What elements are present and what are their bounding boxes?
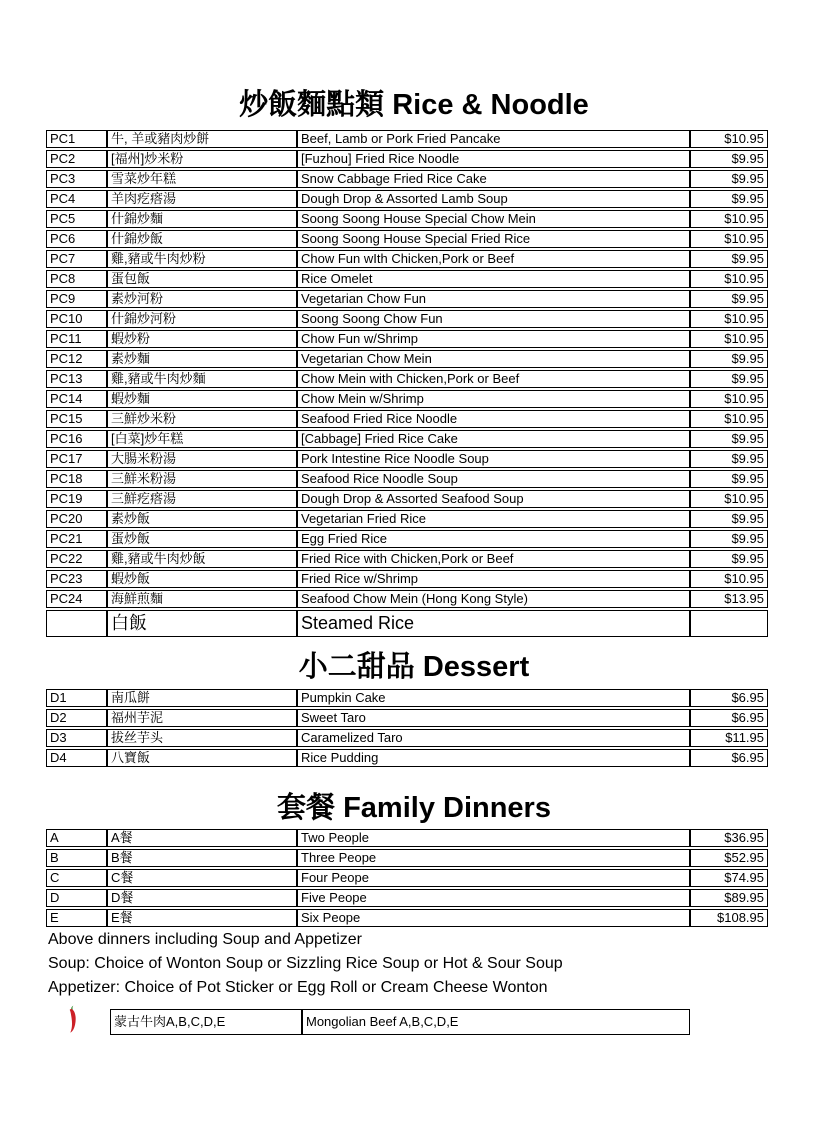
item-name-english: Dough Drop & Assorted Lamb Soup xyxy=(297,190,690,208)
item-code: PC22 xyxy=(46,550,107,568)
item-code: PC4 xyxy=(46,190,107,208)
item-price: $9.95 xyxy=(690,470,768,488)
item-price: $9.95 xyxy=(690,170,768,188)
item-price: $52.95 xyxy=(690,849,768,867)
item-name-english: Pumpkin Cake xyxy=(297,689,690,707)
menu-row xyxy=(46,510,768,528)
item-name-english: Dough Drop & Assorted Seafood Soup xyxy=(297,490,690,508)
item-code: PC14 xyxy=(46,390,107,408)
item-name-chinese: 雞,豬或牛肉炒飯 xyxy=(107,550,297,568)
item-price: $11.95 xyxy=(690,729,768,747)
menu-row xyxy=(46,210,768,228)
menu-row xyxy=(46,610,768,637)
item-code: E xyxy=(46,909,107,927)
item-name-chinese: 羊肉疙瘩湯 xyxy=(107,190,297,208)
item-name-english: Seafood Rice Noodle Soup xyxy=(297,470,690,488)
item-name-english: Caramelized Taro xyxy=(297,729,690,747)
item-price: $9.95 xyxy=(690,510,768,528)
item-code: PC6 xyxy=(46,230,107,248)
item-code: D4 xyxy=(46,749,107,767)
menu-row xyxy=(46,250,768,268)
item-name-english: Egg Fried Rice xyxy=(297,530,690,548)
item-code: PC5 xyxy=(46,210,107,228)
item-price: $10.95 xyxy=(690,410,768,428)
item-name-chinese: 拔丝芋头 xyxy=(107,729,297,747)
item-price: $10.95 xyxy=(690,570,768,588)
item-name-english: [Fuzhou] Fried Rice Noodle xyxy=(297,150,690,168)
item-name-chinese: 什錦炒河粉 xyxy=(107,310,297,328)
item-name-english: Seafood Fried Rice Noodle xyxy=(297,410,690,428)
item-code: D2 xyxy=(46,709,107,727)
menu-row xyxy=(46,330,768,348)
menu-row xyxy=(46,530,768,548)
item-name-chinese: 三鮮疙瘩湯 xyxy=(107,490,297,508)
menu-row xyxy=(46,909,768,927)
item-price: $10.95 xyxy=(690,390,768,408)
item-code: D3 xyxy=(46,729,107,747)
item-price: $10.95 xyxy=(690,270,768,288)
item-price: $9.95 xyxy=(690,530,768,548)
item-name-chinese: 蝦炒粉 xyxy=(107,330,297,348)
item-code: PC11 xyxy=(46,330,107,348)
menu-row xyxy=(46,889,768,907)
item-name-english: Chow Fun w/Shrimp xyxy=(297,330,690,348)
item-code: PC24 xyxy=(46,590,107,608)
note-line: Appetizer: Choice of Pot Sticker or Egg Roll or Cream Cheese Wonton xyxy=(48,979,548,996)
item-name-english: Rice Omelet xyxy=(297,270,690,288)
item-name-english: Chow Mein w/Shrimp xyxy=(297,390,690,408)
item-price: $10.95 xyxy=(690,230,768,248)
item-price: $9.95 xyxy=(690,250,768,268)
menu-row xyxy=(46,570,768,588)
item-price: $10.95 xyxy=(690,130,768,148)
item-name-chinese: 海鮮煎麵 xyxy=(107,590,297,608)
item-name-english: Vegetarian Chow Mein xyxy=(297,350,690,368)
item-code: PC10 xyxy=(46,310,107,328)
menu-row xyxy=(46,150,768,168)
item-name-english: Four Peope xyxy=(297,869,690,887)
item-name-chinese: 素炒麵 xyxy=(107,350,297,368)
item-name-chinese: E餐 xyxy=(107,909,297,927)
item-name-english: Soong Soong House Special Fried Rice xyxy=(297,230,690,248)
item-price: $10.95 xyxy=(690,310,768,328)
item-code: PC15 xyxy=(46,410,107,428)
item-name-chinese: 雞,豬或牛肉炒麵 xyxy=(107,370,297,388)
item-name-english: Pork Intestine Rice Noodle Soup xyxy=(297,450,690,468)
item-code: PC18 xyxy=(46,470,107,488)
item-code: PC3 xyxy=(46,170,107,188)
item-name-chinese: 大腸米粉湯 xyxy=(107,450,297,468)
item-code: D1 xyxy=(46,689,107,707)
item-name-chinese: A餐 xyxy=(107,829,297,847)
menu-row xyxy=(46,370,768,388)
spicy-special-row xyxy=(46,1005,690,1038)
item-price: $10.95 xyxy=(690,210,768,228)
menu-row xyxy=(46,490,768,508)
menu-row xyxy=(46,470,768,488)
item-name-english: Three Peope xyxy=(297,849,690,867)
menu-row xyxy=(46,390,768,408)
item-name-english: Two People xyxy=(297,829,690,847)
item-name-chinese: D餐 xyxy=(107,889,297,907)
item-code: PC8 xyxy=(46,270,107,288)
menu-row xyxy=(46,290,768,308)
item-name-chinese: 八寶飯 xyxy=(107,749,297,767)
item-name-chinese: 雞,豬或牛肉炒粉 xyxy=(107,250,297,268)
item-price: $9.95 xyxy=(690,450,768,468)
item-code: PC9 xyxy=(46,290,107,308)
menu-row xyxy=(46,849,768,867)
dessert-table xyxy=(46,689,768,769)
item-price: $6.95 xyxy=(690,709,768,727)
item-name-chinese: 福州芋泥 xyxy=(107,709,297,727)
family-dinners-table xyxy=(46,829,768,929)
menu-row xyxy=(46,829,768,847)
item-code xyxy=(46,610,107,637)
item-code: PC2 xyxy=(46,150,107,168)
item-code: B xyxy=(46,849,107,867)
item-name-english: Six Peope xyxy=(297,909,690,927)
item-name-chinese: [福州]炒米粉 xyxy=(107,150,297,168)
item-name-chinese: 蝦炒飯 xyxy=(107,570,297,588)
item-name-english: Steamed Rice xyxy=(297,610,690,637)
item-price: $9.95 xyxy=(690,550,768,568)
item-code: PC19 xyxy=(46,490,107,508)
item-name-chinese: B餐 xyxy=(107,849,297,867)
item-name-english: Vegetarian Chow Fun xyxy=(297,290,690,308)
menu-row xyxy=(46,689,768,707)
item-code: PC17 xyxy=(46,450,107,468)
item-code: PC12 xyxy=(46,350,107,368)
item-name-chinese: 蒙古牛肉A,B,C,D,E xyxy=(110,1009,302,1035)
item-price: $108.95 xyxy=(690,909,768,927)
menu-row xyxy=(46,170,768,188)
item-price: $9.95 xyxy=(690,430,768,448)
item-code: C xyxy=(46,869,107,887)
item-name-english: Sweet Taro xyxy=(297,709,690,727)
item-name-english: Snow Cabbage Fried Rice Cake xyxy=(297,170,690,188)
section-title-family-dinners: 套餐 Family Dinners xyxy=(277,792,551,824)
item-name-chinese: 三鮮炒米粉 xyxy=(107,410,297,428)
item-name-chinese: 蛋包飯 xyxy=(107,270,297,288)
item-code: PC20 xyxy=(46,510,107,528)
menu-row xyxy=(46,230,768,248)
item-code: PC21 xyxy=(46,530,107,548)
item-name-english: Chow Mein with Chicken,Pork or Beef xyxy=(297,370,690,388)
menu-row xyxy=(46,450,768,468)
item-price: $10.95 xyxy=(690,490,768,508)
item-code: D xyxy=(46,889,107,907)
item-name-english: Vegetarian Fried Rice xyxy=(297,510,690,528)
item-name-chinese: 蝦炒麵 xyxy=(107,390,297,408)
item-price: $9.95 xyxy=(690,190,768,208)
item-price: $6.95 xyxy=(690,749,768,767)
item-name-chinese: C餐 xyxy=(107,869,297,887)
item-name-chinese: 白飯 xyxy=(107,610,297,637)
item-name-chinese: [白菜]炒年糕 xyxy=(107,430,297,448)
item-price: $9.95 xyxy=(690,350,768,368)
menu-row xyxy=(46,550,768,568)
item-price: $10.95 xyxy=(690,330,768,348)
menu-row xyxy=(46,310,768,328)
item-code: PC13 xyxy=(46,370,107,388)
item-name-chinese: 素炒河粉 xyxy=(107,290,297,308)
note-line: Above dinners including Soup and Appetizer xyxy=(48,931,362,948)
item-code: PC16 xyxy=(46,430,107,448)
item-price: $74.95 xyxy=(690,869,768,887)
item-price xyxy=(690,610,768,637)
item-price: $13.95 xyxy=(690,590,768,608)
item-name-english: Beef, Lamb or Pork Fried Pancake xyxy=(297,130,690,148)
item-name-chinese: 南瓜餅 xyxy=(107,689,297,707)
item-name-english: Mongolian Beef A,B,C,D,E xyxy=(302,1009,690,1035)
item-code: A xyxy=(46,829,107,847)
dinner-notes xyxy=(48,928,563,1000)
item-name-english: Chow Fun wIth Chicken,Pork or Beef xyxy=(297,250,690,268)
rice-noodle-table xyxy=(46,130,768,639)
menu-row xyxy=(46,350,768,368)
menu-row xyxy=(46,410,768,428)
item-price: $9.95 xyxy=(690,290,768,308)
item-name-chinese: 什錦炒麵 xyxy=(107,210,297,228)
item-price: $9.95 xyxy=(690,370,768,388)
section-title-dessert: 小二甜品 Dessert xyxy=(298,651,530,683)
item-name-chinese: 雪菜炒年糕 xyxy=(107,170,297,188)
item-code: PC23 xyxy=(46,570,107,588)
menu-row xyxy=(46,729,768,747)
item-name-chinese: 蛋炒飯 xyxy=(107,530,297,548)
item-name-chinese: 什錦炒飯 xyxy=(107,230,297,248)
item-name-english: Five Peope xyxy=(297,889,690,907)
item-price: $89.95 xyxy=(690,889,768,907)
item-name-english: Seafood Chow Mein (Hong Kong Style) xyxy=(297,590,690,608)
item-name-english: Rice Pudding xyxy=(297,749,690,767)
item-price: $36.95 xyxy=(690,829,768,847)
menu-row xyxy=(46,869,768,887)
chili-pepper-icon xyxy=(66,1005,79,1038)
item-name-english: Soong Soong House Special Chow Mein xyxy=(297,210,690,228)
menu-row xyxy=(46,430,768,448)
menu-row xyxy=(46,749,768,767)
item-name-english: [Cabbage] Fried Rice Cake xyxy=(297,430,690,448)
menu-row xyxy=(46,709,768,727)
section-title-rice-noodle: 炒飯麵點類 Rice & Noodle xyxy=(239,89,589,121)
item-code: PC1 xyxy=(46,130,107,148)
menu-row xyxy=(46,190,768,208)
item-name-english: Fried Rice w/Shrimp xyxy=(297,570,690,588)
item-price: $9.95 xyxy=(690,150,768,168)
menu-row xyxy=(46,130,768,148)
menu-row xyxy=(46,270,768,288)
item-name-english: Soong Soong Chow Fun xyxy=(297,310,690,328)
note-line: Soup: Choice of Wonton Soup or Sizzling Rice Soup or Hot & Sour Soup xyxy=(48,955,563,972)
spicy-icon-box xyxy=(46,1005,110,1038)
item-name-english: Fried Rice with Chicken,Pork or Beef xyxy=(297,550,690,568)
item-name-chinese: 三鮮米粉湯 xyxy=(107,470,297,488)
item-code: PC7 xyxy=(46,250,107,268)
menu-row xyxy=(46,590,768,608)
item-name-chinese: 素炒飯 xyxy=(107,510,297,528)
item-price: $6.95 xyxy=(690,689,768,707)
item-name-chinese: 牛, 羊或豬肉炒餅 xyxy=(107,130,297,148)
